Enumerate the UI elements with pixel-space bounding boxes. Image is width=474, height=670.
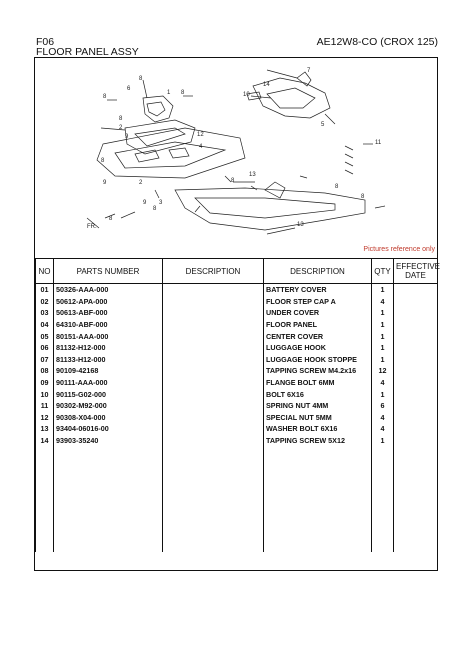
cell-no: 13 bbox=[36, 423, 54, 435]
parts-frame bbox=[34, 57, 441, 571]
filler-cell bbox=[163, 446, 264, 552]
cell-desc1 bbox=[163, 412, 264, 424]
cell-desc2: BOLT 6X16 bbox=[264, 388, 372, 400]
cell-effective-date bbox=[394, 377, 438, 389]
table-row bbox=[36, 412, 438, 424]
callout-7: 7 bbox=[307, 68, 311, 74]
callout-9: 9 bbox=[125, 134, 129, 140]
cell-qty: 1 bbox=[372, 388, 394, 400]
callout-10: 10 bbox=[243, 92, 250, 98]
exploded-diagram bbox=[35, 58, 437, 258]
cell-desc1 bbox=[163, 330, 264, 342]
cell-effective-date bbox=[394, 388, 438, 400]
cell-no: 04 bbox=[36, 319, 54, 331]
table-row bbox=[36, 319, 438, 331]
col-no: NO bbox=[36, 259, 54, 284]
cell-part: 50612-APA-000 bbox=[54, 296, 163, 308]
callout-8e: 8 bbox=[101, 158, 105, 164]
callout-8h: 8 bbox=[231, 178, 235, 184]
cell-part: 90115-G02-000 bbox=[54, 388, 163, 400]
cell-desc1 bbox=[163, 423, 264, 435]
callout-1: 1 bbox=[167, 90, 171, 96]
cell-part: 90308-X04-000 bbox=[54, 412, 163, 424]
col-description-2: DESCRIPTION bbox=[264, 259, 372, 284]
cell-qty: 1 bbox=[372, 284, 394, 296]
cell-no: 06 bbox=[36, 342, 54, 354]
cell-part: 90302-M92-000 bbox=[54, 400, 163, 412]
cell-part: 93404-06016-00 bbox=[54, 423, 163, 435]
cell-desc1 bbox=[163, 354, 264, 366]
cell-desc1 bbox=[163, 307, 264, 319]
cell-effective-date bbox=[394, 365, 438, 377]
col-qty: QTY bbox=[372, 259, 394, 284]
callout-13b: 13 bbox=[297, 222, 304, 228]
cell-desc1 bbox=[163, 342, 264, 354]
parts-table bbox=[35, 258, 441, 552]
cell-part: 64310-ABF-000 bbox=[54, 319, 163, 331]
cell-desc2: UNDER COVER bbox=[264, 307, 372, 319]
callout-8j: 8 bbox=[361, 194, 365, 200]
callout-2: 2 bbox=[119, 125, 123, 131]
cell-qty: 12 bbox=[372, 365, 394, 377]
callout-14: 14 bbox=[263, 82, 270, 88]
page-code: F06 bbox=[36, 36, 55, 48]
cell-no: 03 bbox=[36, 307, 54, 319]
model-name: AE12W8-CO (CROX 125) bbox=[316, 36, 438, 48]
cell-desc1 bbox=[163, 400, 264, 412]
cell-desc1 bbox=[163, 319, 264, 331]
cell-desc1 bbox=[163, 296, 264, 308]
callout-11: 11 bbox=[375, 140, 382, 146]
cell-part: 90109-42168 bbox=[54, 365, 163, 377]
cell-effective-date bbox=[394, 284, 438, 296]
cell-no: 09 bbox=[36, 377, 54, 389]
cell-desc1 bbox=[163, 435, 264, 447]
callout-9b: 9 bbox=[103, 180, 107, 186]
cell-part: 50613-ABF-000 bbox=[54, 307, 163, 319]
table-row bbox=[36, 307, 438, 319]
cell-no: 05 bbox=[36, 330, 54, 342]
cell-qty: 6 bbox=[372, 400, 394, 412]
callout-8g: 8 bbox=[109, 216, 113, 222]
table-row bbox=[36, 400, 438, 412]
cell-effective-date bbox=[394, 423, 438, 435]
table-row bbox=[36, 435, 438, 447]
cell-desc1 bbox=[163, 365, 264, 377]
table-row bbox=[36, 354, 438, 366]
cell-qty: 4 bbox=[372, 377, 394, 389]
cell-desc1 bbox=[163, 388, 264, 400]
cell-no: 02 bbox=[36, 296, 54, 308]
callout-13: 13 bbox=[249, 172, 256, 178]
cell-desc1 bbox=[163, 284, 264, 296]
floor-panel-part bbox=[97, 128, 245, 178]
cell-no: 14 bbox=[36, 435, 54, 447]
filler-cell bbox=[264, 446, 372, 552]
cell-desc2: CENTER COVER bbox=[264, 330, 372, 342]
filler-cell bbox=[54, 446, 163, 552]
cell-effective-date bbox=[394, 354, 438, 366]
table-header-row bbox=[36, 259, 438, 284]
cell-qty: 4 bbox=[372, 423, 394, 435]
cell-no: 11 bbox=[36, 400, 54, 412]
cell-qty: 4 bbox=[372, 296, 394, 308]
callout-2b: 2 bbox=[139, 180, 143, 186]
table-row bbox=[36, 365, 438, 377]
cell-effective-date bbox=[394, 296, 438, 308]
cell-qty: 1 bbox=[372, 435, 394, 447]
table-row bbox=[36, 330, 438, 342]
cell-effective-date bbox=[394, 412, 438, 424]
callout-4: 4 bbox=[199, 144, 203, 150]
cell-desc2: SPRING NUT 4MM bbox=[264, 400, 372, 412]
cell-qty: 4 bbox=[372, 412, 394, 424]
table-row bbox=[36, 284, 438, 296]
table-row bbox=[36, 388, 438, 400]
cell-desc2: FLOOR PANEL bbox=[264, 319, 372, 331]
cell-qty: 1 bbox=[372, 307, 394, 319]
cell-desc2: FLANGE BOLT 6MM bbox=[264, 377, 372, 389]
filler-cell bbox=[36, 446, 54, 552]
cell-no: 12 bbox=[36, 412, 54, 424]
cell-effective-date bbox=[394, 342, 438, 354]
callout-8i: 8 bbox=[335, 184, 339, 190]
table-row bbox=[36, 296, 438, 308]
cell-desc2: SPECIAL NUT 5MM bbox=[264, 412, 372, 424]
pictures-note: Pictures reference only bbox=[363, 246, 435, 253]
cell-effective-date bbox=[394, 307, 438, 319]
cell-no: 10 bbox=[36, 388, 54, 400]
cell-no: 07 bbox=[36, 354, 54, 366]
cell-effective-date bbox=[394, 319, 438, 331]
callout-8: 8 bbox=[139, 76, 143, 82]
callout-8d: 8 bbox=[119, 116, 123, 122]
cell-part: 50326-AAA-000 bbox=[54, 284, 163, 296]
fr-label: FR. bbox=[87, 224, 97, 230]
col-effective-date: EFFECTIVE DATE bbox=[394, 259, 438, 284]
cell-desc2: FLOOR STEP CAP A bbox=[264, 296, 372, 308]
callout-12: 12 bbox=[197, 132, 204, 138]
cell-qty: 1 bbox=[372, 330, 394, 342]
floor-step-cap-part bbox=[143, 96, 173, 122]
cell-part: 90111-AAA-000 bbox=[54, 377, 163, 389]
cell-effective-date bbox=[394, 435, 438, 447]
cell-desc2: TAPPING SCREW M4.2x16 bbox=[264, 365, 372, 377]
callout-3: 3 bbox=[159, 200, 163, 206]
table-row bbox=[36, 342, 438, 354]
filler-cell bbox=[372, 446, 394, 552]
callout-8b: 8 bbox=[103, 94, 107, 100]
col-parts-number: PARTS NUMBER bbox=[54, 259, 163, 284]
cell-desc2: TAPPING SCREW 5X12 bbox=[264, 435, 372, 447]
cell-desc1 bbox=[163, 377, 264, 389]
cell-qty: 1 bbox=[372, 319, 394, 331]
bolt-parts bbox=[87, 96, 385, 228]
filler-cell bbox=[394, 446, 438, 552]
cell-part: 81132-H12-000 bbox=[54, 342, 163, 354]
table-row bbox=[36, 423, 438, 435]
cell-no: 01 bbox=[36, 284, 54, 296]
callout-5: 5 bbox=[321, 122, 325, 128]
callout-6: 6 bbox=[127, 86, 131, 92]
cell-desc2: BATTERY COVER bbox=[264, 284, 372, 296]
cell-part: 93903-35240 bbox=[54, 435, 163, 447]
cell-qty: 1 bbox=[372, 354, 394, 366]
luggage-hook-part bbox=[247, 72, 311, 100]
table-filler-row bbox=[36, 446, 438, 552]
cell-desc2: LUGGAGE HOOK bbox=[264, 342, 372, 354]
cell-qty: 1 bbox=[372, 342, 394, 354]
callout-9c: 9 bbox=[143, 200, 147, 206]
callout-8c: 8 bbox=[181, 90, 185, 96]
cell-no: 08 bbox=[36, 365, 54, 377]
cell-part: 81133-H12-000 bbox=[54, 354, 163, 366]
cell-part: 80151-AAA-000 bbox=[54, 330, 163, 342]
table-row bbox=[36, 377, 438, 389]
page-title: FLOOR PANEL ASSY bbox=[36, 46, 139, 58]
callout-8f: 8 bbox=[153, 206, 157, 212]
cell-desc2: LUGGAGE HOOK STOPPE bbox=[264, 354, 372, 366]
col-description-1: DESCRIPTION bbox=[163, 259, 264, 284]
cell-desc2: WASHER BOLT 6X16 bbox=[264, 423, 372, 435]
cell-effective-date bbox=[394, 330, 438, 342]
cell-effective-date bbox=[394, 400, 438, 412]
